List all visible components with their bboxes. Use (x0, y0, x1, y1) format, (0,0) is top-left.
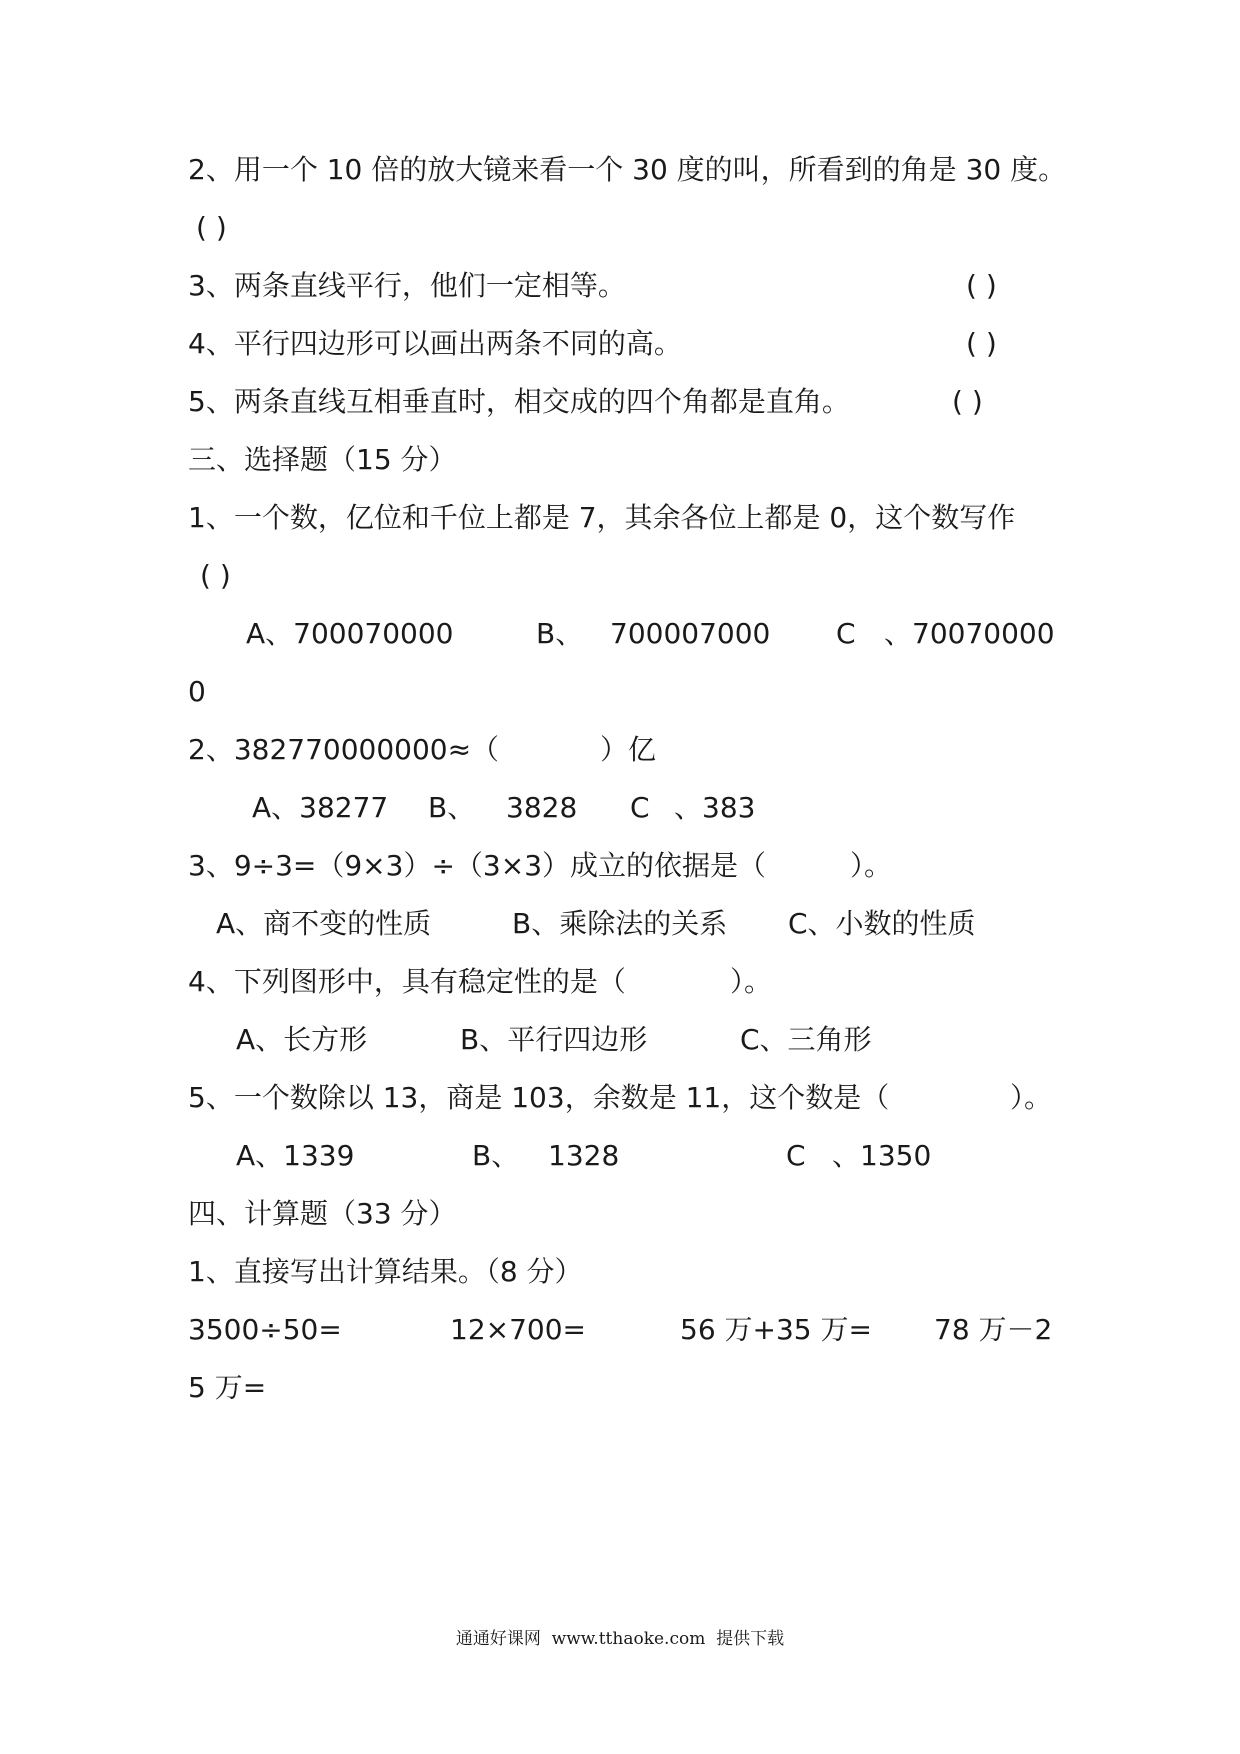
mc-question-1-option-c-value: 、70070000 (884, 617, 1055, 650)
mc-question-4-option-b: B、平行四边形 (460, 1023, 648, 1056)
mc-question-4-option-a: A、长方形 (236, 1023, 368, 1056)
mc-question-1-answer-paren: ( ) (200, 559, 231, 592)
section-heading-calculation: 四、计算题（33 分） (188, 1197, 457, 1230)
mc-question-3-stem-end: ）。 (850, 849, 893, 882)
mc-question-3-stem: 3、9÷3=（9×3）÷（3×3）成立的依据是（ (188, 849, 767, 882)
mc-question-1-option-c-wrap: 0 (188, 675, 206, 708)
tf-question-3-answer-paren: ( ) (966, 269, 997, 302)
mc-question-5-stem-end: ）。 (1010, 1081, 1053, 1114)
tf-question-2: 2、用一个 10 倍的放大镜来看一个 30 度的叫，所看到的角是 30 度。 (188, 153, 1067, 186)
page-footer: 通通好课网 www.tthaoke.com 提供下载 (455, 1629, 785, 1649)
mc-question-3-option-c: C、小数的性质 (788, 907, 976, 940)
tf-question-5: 5、两条直线互相垂直时，相交成的四个角都是直角。 (188, 385, 850, 418)
calc-expression-4-wrap: 5 万= (188, 1371, 267, 1404)
mc-question-2-stem: 2、382770000000≈（ (188, 733, 500, 766)
section-heading-multiple-choice: 三、选择题（15 分） (188, 443, 457, 476)
mc-question-1-stem: 1、一个数，亿位和千位上都是 7，其余各位上都是 0，这个数写作 (188, 501, 1016, 534)
tf-question-4: 4、平行四边形可以画出两条不同的高。 (188, 327, 682, 360)
mc-question-5-option-c-label: C (786, 1139, 806, 1172)
tf-question-5-answer-paren: ( ) (952, 385, 983, 418)
calc-expression-1: 3500÷50= (188, 1313, 342, 1346)
tf-question-4-answer-paren: ( ) (966, 327, 997, 360)
mc-question-2-option-c-value: 、383 (674, 791, 756, 824)
tf-question-3: 3、两条直线平行，他们一定相等。 (188, 269, 626, 302)
mc-question-5-option-c-value: 、1350 (832, 1139, 932, 1172)
calc-expression-2: 12×700= (450, 1313, 586, 1346)
mc-question-4-option-c: C、三角形 (740, 1023, 872, 1056)
calc-expression-3: 56 万+35 万= (680, 1313, 872, 1346)
mc-question-5-stem: 5、一个数除以 13，商是 103，余数是 11，这个数是（ (188, 1081, 890, 1114)
mc-question-1-option-c-label: C (836, 617, 856, 650)
mc-question-5-option-b-label: B、 (472, 1139, 520, 1172)
mc-question-3-option-b: B、乘除法的关系 (512, 907, 728, 940)
mc-question-2-stem-end: ）亿 (600, 733, 657, 766)
tf-question-2-answer-paren: ( ) (196, 211, 227, 244)
mc-question-4-stem-end: ）。 (730, 965, 773, 998)
mc-question-1-option-a: A、700070000 (246, 617, 454, 650)
mc-question-2-option-c-label: C (630, 791, 650, 824)
calc-expression-4: 78 万－2 (934, 1313, 1053, 1346)
mc-question-2-option-b-label: B、 (428, 791, 476, 824)
mc-question-2-option-a: A、38277 (252, 791, 389, 824)
mc-question-5-option-b-value: 1328 (548, 1139, 620, 1172)
mc-question-3-option-a: A、商不变的性质 (216, 907, 432, 940)
mc-question-2-option-b-value: 3828 (506, 791, 578, 824)
mc-question-1-option-b-label: B、 (536, 617, 584, 650)
mc-question-4-stem: 4、下列图形中，具有稳定性的是（ (188, 965, 626, 998)
calc-subquestion-1: 1、直接写出计算结果。（8 分） (188, 1255, 583, 1288)
mc-question-5-option-a: A、1339 (236, 1139, 355, 1172)
mc-question-1-option-b-value: 700007000 (610, 617, 771, 650)
